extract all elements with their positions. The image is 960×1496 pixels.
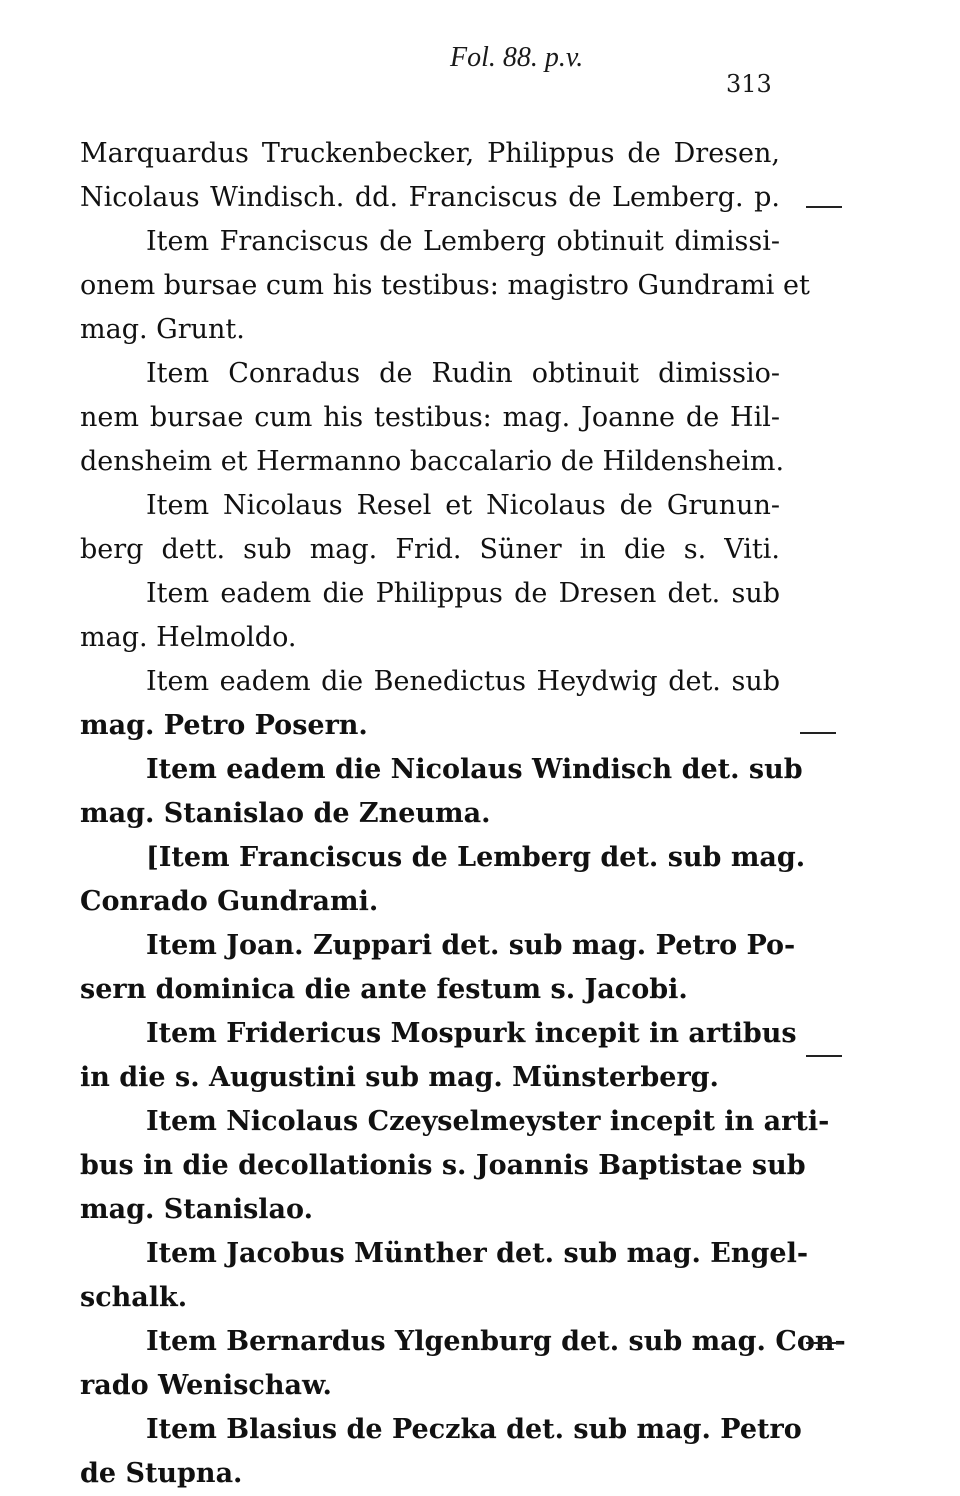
text-line: Item Franciscus de Lemberg obtinuit dimissi- bbox=[146, 226, 780, 257]
body-text bbox=[80, 132, 846, 1496]
margin-dash-mark bbox=[806, 1055, 842, 1057]
text-line: mag. Petro Posern. bbox=[80, 710, 368, 741]
text-line: rado Wenischaw. bbox=[80, 1370, 332, 1401]
text-line: bus in die decollationis s. Joannis Baptistae sub bbox=[80, 1150, 806, 1181]
text-line: Conrado Gundrami. bbox=[80, 886, 379, 917]
text-line: schalk. bbox=[80, 1282, 188, 1313]
text-line: Nicolaus Windisch. dd. Franciscus de Lemberg. p. bbox=[80, 182, 780, 213]
text-line: [Item Franciscus de Lemberg det. sub mag. bbox=[146, 842, 806, 873]
text-line: Item Nicolaus Resel et Nicolaus de Grunun- bbox=[146, 490, 780, 521]
text-line: Item eadem die Benedictus Heydwig det. sub bbox=[146, 666, 780, 697]
margin-dash-mark bbox=[806, 206, 842, 208]
text-line: Item Bernardus Ylgenburg det. sub mag. Con- bbox=[146, 1326, 846, 1357]
handwritten-folio-annotation: Fol. 88. p.v. bbox=[450, 42, 584, 73]
text-line: de Stupna. bbox=[80, 1458, 243, 1489]
margin-dash-mark bbox=[800, 732, 836, 734]
text-line: Item eadem die Nicolaus Windisch det. sub bbox=[146, 754, 803, 785]
text-line: sern dominica die ante festum s. Jacobi. bbox=[80, 974, 688, 1005]
text-line: Marquardus Truckenbecker, Philippus de Dresen, bbox=[80, 138, 780, 169]
text-line: Item Joan. Zuppari det. sub mag. Petro Po- bbox=[146, 930, 796, 961]
text-line: berg dett. sub mag. Frid. Süner in die s. Viti. bbox=[80, 534, 780, 565]
text-line: Item Nicolaus Czeyselmeyster incepit in arti- bbox=[146, 1106, 830, 1137]
page-number: 313 bbox=[726, 70, 772, 98]
text-line: Item Jacobus Münther det. sub mag. Engel- bbox=[146, 1238, 809, 1269]
text-line: onem bursae cum his testibus: magistro Gundrami et bbox=[80, 270, 810, 301]
text-line: mag. Stanislao. bbox=[80, 1194, 313, 1225]
text-line: in die s. Augustini sub mag. Münsterberg. bbox=[80, 1062, 719, 1093]
text-line: mag. Grunt. bbox=[80, 314, 245, 345]
text-line: densheim et Hermanno baccalario de Hildensheim. bbox=[80, 446, 785, 477]
margin-dash-mark bbox=[806, 1342, 842, 1344]
text-line: Item Blasius de Peczka det. sub mag. Petro bbox=[146, 1414, 802, 1445]
text-line: Item Conradus de Rudin obtinuit dimissio- bbox=[146, 358, 780, 389]
text-line: mag. Stanislao de Zneuma. bbox=[80, 798, 491, 829]
text-line: Item eadem die Philippus de Dresen det. sub bbox=[146, 578, 780, 609]
text-line: Item Fridericus Mospurk incepit in artibus bbox=[146, 1018, 797, 1049]
text-line: mag. Helmoldo. bbox=[80, 622, 297, 653]
text-line: nem bursae cum his testibus: mag. Joanne de Hil- bbox=[80, 402, 780, 433]
